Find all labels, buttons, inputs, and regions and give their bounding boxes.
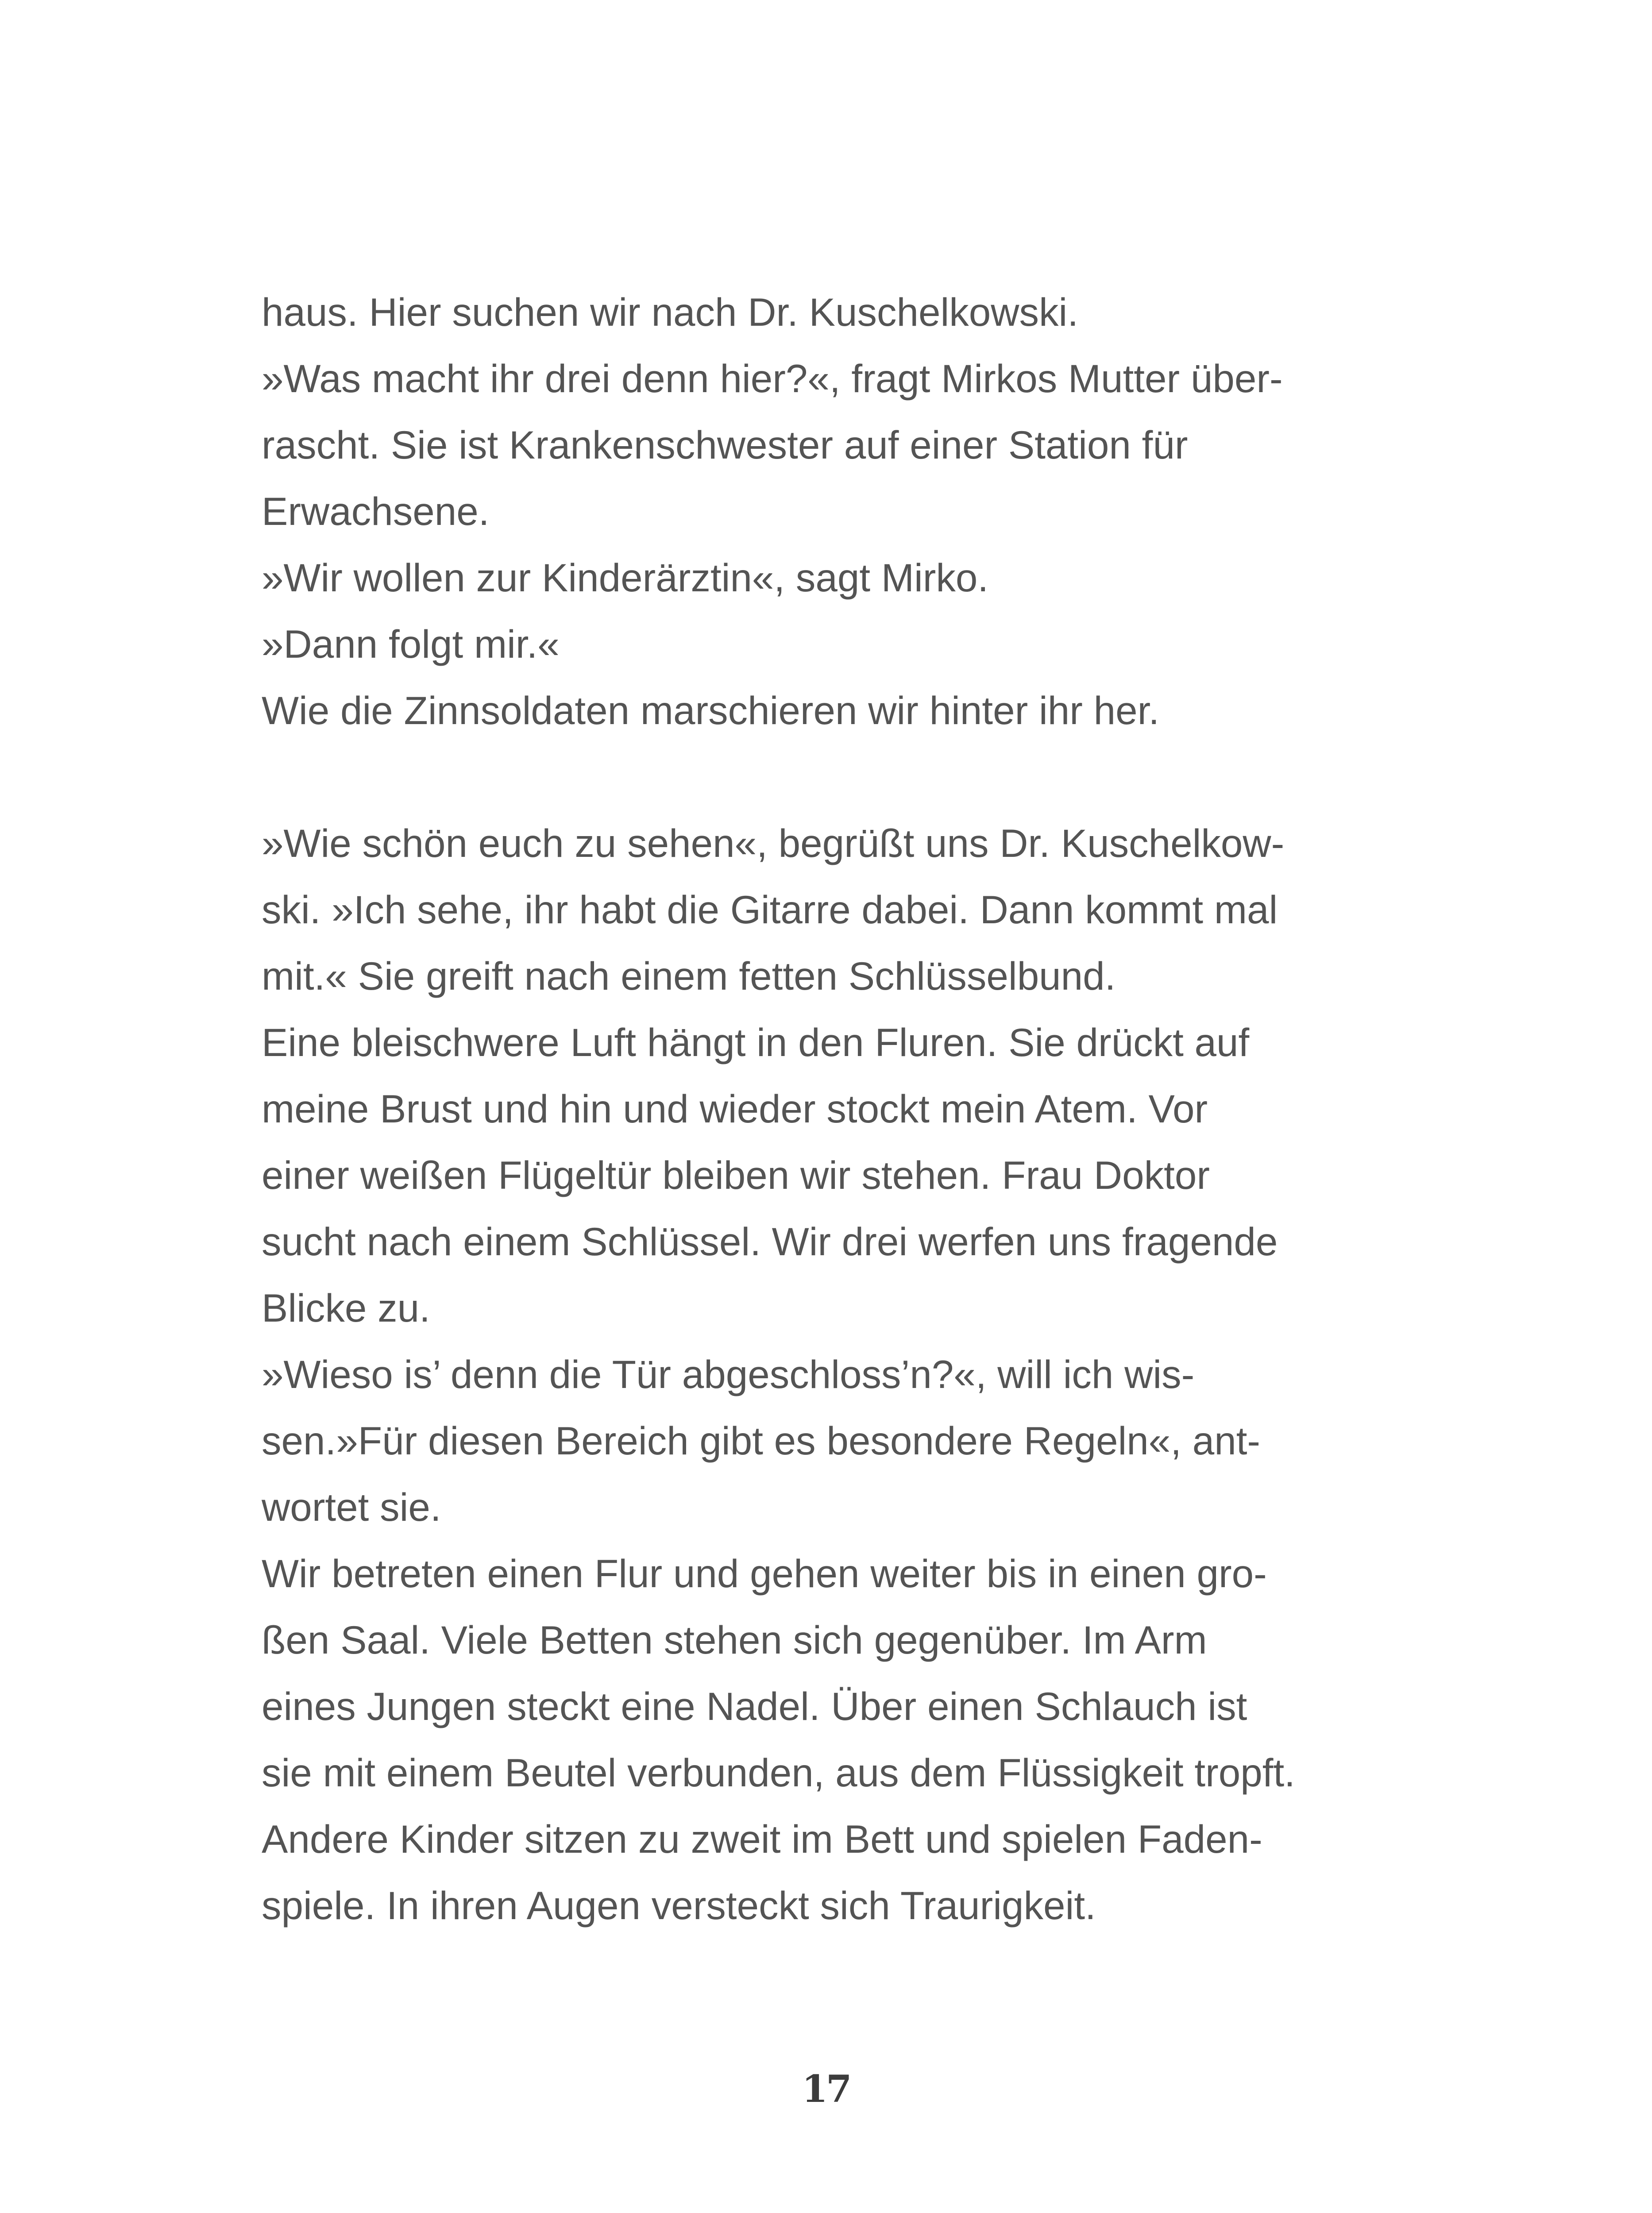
- text-line: mit.« Sie greift nach einem fetten Schlüsselbund.: [262, 954, 1116, 998]
- text-line: spiele. In ihren Augen versteckt sich Traurigkeit.: [262, 1883, 1096, 1928]
- text-line: »Dann folgt mir.«: [262, 622, 560, 666]
- text-line: rascht. Sie ist Krankenschwester auf einer Station für: [262, 423, 1188, 467]
- page-number: 17: [802, 2067, 850, 2111]
- text-line: einer weißen Flügeltür bleiben wir stehen. Frau Doktor: [262, 1153, 1210, 1197]
- text-line: sie mit einem Beutel verbunden, aus dem Flüssigkeit tropft.: [262, 1750, 1295, 1795]
- text-line: Erwachsene.: [262, 489, 490, 533]
- text-line: ßen Saal. Viele Betten stehen sich gegenüber. Im Arm: [262, 1618, 1207, 1662]
- text-line: eines Jungen steckt eine Nadel. Über einen Schlauch ist: [262, 1684, 1247, 1728]
- text-line: Eine bleischwere Luft hängt in den Fluren. Sie drückt auf: [262, 1020, 1250, 1064]
- text-line: »Wie schön euch zu sehen«, begrüßt uns Dr. Kuschelkow-: [262, 821, 1285, 865]
- text-line: ski. »Ich sehe, ihr habt die Gitarre dabei. Dann kommt mal: [262, 887, 1278, 932]
- paragraph-block-1: [262, 279, 1430, 744]
- text-line: Andere Kinder sitzen zu zweit im Bett und spielen Faden-: [262, 1817, 1262, 1861]
- text-line: wortet sie.: [262, 1485, 441, 1529]
- text-line: »Was macht ihr drei denn hier?«, fragt Mirkos Mutter über-: [262, 356, 1283, 401]
- paragraph-block-2: [262, 810, 1430, 1939]
- text-line: sen.»Für diesen Bereich gibt es besondere Regeln«, ant-: [262, 1419, 1261, 1463]
- text-line: Wir betreten einen Flur und gehen weiter bis in einen gro-: [262, 1551, 1267, 1596]
- text-line: sucht nach einem Schlüssel. Wir drei werfen uns fragende: [262, 1219, 1278, 1264]
- text-line: haus. Hier suchen wir nach Dr. Kuschelkowski.: [262, 290, 1079, 334]
- text-line: »Wir wollen zur Kinderärztin«, sagt Mirko.: [262, 555, 989, 600]
- text-line: Blicke zu.: [262, 1286, 430, 1330]
- text-line: »Wieso is’ denn die Tür abgeschloss’n?«, will ich wis-: [262, 1352, 1195, 1396]
- text-line: Wie die Zinnsoldaten marschieren wir hinter ihr her.: [262, 688, 1160, 733]
- text-line: meine Brust und hin und wieder stockt mein Atem. Vor: [262, 1087, 1208, 1131]
